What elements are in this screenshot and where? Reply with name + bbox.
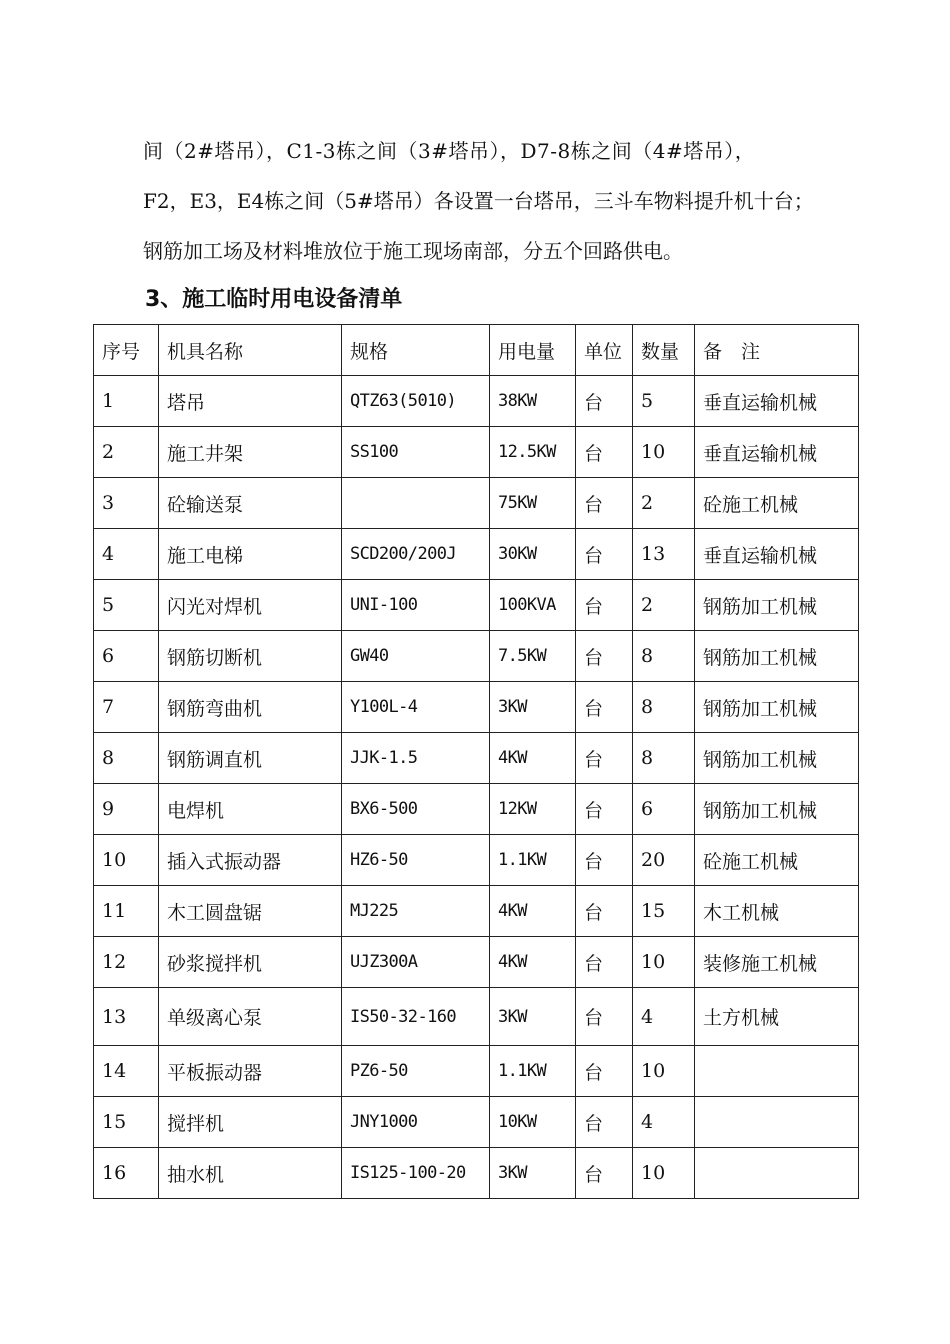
- cell-spec: BX6-500: [342, 784, 490, 835]
- cell-power: 1.1KW: [490, 1046, 576, 1097]
- cell-spec: MJ225: [342, 886, 490, 937]
- cell-unit: 台: [576, 580, 633, 631]
- cell-spec: GW40: [342, 631, 490, 682]
- cell-quantity: 8: [633, 631, 695, 682]
- cell-quantity: 2: [633, 478, 695, 529]
- cell-remark: 钢筋加工机械: [695, 784, 859, 835]
- cell-machine-name: 砂浆搅拌机: [159, 937, 342, 988]
- cell-quantity: 6: [633, 784, 695, 835]
- table-row: [94, 580, 859, 631]
- cell-quantity: 20: [633, 835, 695, 886]
- cell-index: 3: [94, 478, 159, 529]
- cell-unit: 台: [576, 835, 633, 886]
- header-machine-name: 机具名称: [159, 325, 342, 376]
- cell-spec: JJK-1.5: [342, 733, 490, 784]
- cell-power: 30KW: [490, 529, 576, 580]
- cell-remark: 钢筋加工机械: [695, 682, 859, 733]
- cell-power: 38KW: [490, 376, 576, 427]
- cell-quantity: 13: [633, 529, 695, 580]
- cell-machine-name: 施工电梯: [159, 529, 342, 580]
- cell-index: 12: [94, 937, 159, 988]
- cell-remark: 垂直运输机械: [695, 529, 859, 580]
- table-header-row: [94, 325, 859, 376]
- header-unit: 单位: [576, 325, 633, 376]
- cell-machine-name: 闪光对焊机: [159, 580, 342, 631]
- cell-quantity: 5: [633, 376, 695, 427]
- cell-spec: IS125-100-20: [342, 1148, 490, 1199]
- cell-spec: JNY1000: [342, 1097, 490, 1148]
- cell-unit: 台: [576, 1148, 633, 1199]
- cell-index: 9: [94, 784, 159, 835]
- table-row: [94, 631, 859, 682]
- header-index: 序号: [94, 325, 159, 376]
- cell-quantity: 4: [633, 988, 695, 1046]
- equipment-table: [93, 324, 859, 1199]
- cell-machine-name: 塔吊: [159, 376, 342, 427]
- cell-machine-name: 电焊机: [159, 784, 342, 835]
- cell-index: 1: [94, 376, 159, 427]
- cell-remark: 砼施工机械: [695, 835, 859, 886]
- cell-remark: 土方机械: [695, 988, 859, 1046]
- cell-remark: 钢筋加工机械: [695, 580, 859, 631]
- cell-quantity: 10: [633, 937, 695, 988]
- table-row: [94, 937, 859, 988]
- cell-quantity: 8: [633, 682, 695, 733]
- cell-quantity: 10: [633, 1148, 695, 1199]
- cell-power: 7.5KW: [490, 631, 576, 682]
- cell-unit: 台: [576, 937, 633, 988]
- table-row: [94, 733, 859, 784]
- cell-spec: SCD200/200J: [342, 529, 490, 580]
- cell-power: 10KW: [490, 1097, 576, 1148]
- cell-machine-name: 平板振动器: [159, 1046, 342, 1097]
- cell-remark: 装修施工机械: [695, 937, 859, 988]
- table-row: [94, 784, 859, 835]
- paragraph-line-3: 钢筋加工场及材料堆放位于施工现场南部，分五个回路供电。: [143, 239, 683, 263]
- table-row: [94, 886, 859, 937]
- cell-index: 11: [94, 886, 159, 937]
- cell-index: 16: [94, 1148, 159, 1199]
- cell-power: 12KW: [490, 784, 576, 835]
- cell-remark: [695, 1046, 859, 1097]
- cell-remark: 钢筋加工机械: [695, 733, 859, 784]
- cell-spec: Y100L-4: [342, 682, 490, 733]
- header-quantity: 数量: [633, 325, 695, 376]
- cell-spec: QTZ63(5010): [342, 376, 490, 427]
- cell-unit: 台: [576, 1097, 633, 1148]
- cell-machine-name: 抽水机: [159, 1148, 342, 1199]
- cell-machine-name: 施工井架: [159, 427, 342, 478]
- cell-quantity: 10: [633, 427, 695, 478]
- cell-quantity: 15: [633, 886, 695, 937]
- cell-power: 3KW: [490, 682, 576, 733]
- cell-spec: PZ6-50: [342, 1046, 490, 1097]
- cell-machine-name: 钢筋切断机: [159, 631, 342, 682]
- table-row: [94, 478, 859, 529]
- cell-index: 13: [94, 988, 159, 1046]
- cell-power: 4KW: [490, 886, 576, 937]
- cell-unit: 台: [576, 427, 633, 478]
- cell-machine-name: 木工圆盘锯: [159, 886, 342, 937]
- table-row: [94, 835, 859, 886]
- cell-index: 4: [94, 529, 159, 580]
- cell-power: 1.1KW: [490, 835, 576, 886]
- cell-quantity: 2: [633, 580, 695, 631]
- table-row: [94, 1148, 859, 1199]
- cell-machine-name: 单级离心泵: [159, 988, 342, 1046]
- cell-remark: 垂直运输机械: [695, 376, 859, 427]
- cell-machine-name: 砼输送泵: [159, 478, 342, 529]
- cell-remark: 木工机械: [695, 886, 859, 937]
- cell-unit: 台: [576, 478, 633, 529]
- cell-machine-name: 钢筋调直机: [159, 733, 342, 784]
- cell-remark: 砼施工机械: [695, 478, 859, 529]
- cell-remark: [695, 1148, 859, 1199]
- cell-unit: 台: [576, 1046, 633, 1097]
- cell-index: 15: [94, 1097, 159, 1148]
- table-row: [94, 682, 859, 733]
- paragraph-line-2: F2，E3，E4栋之间（5#塔吊）各设置一台塔吊，三斗车物料提升机十台；: [143, 189, 814, 213]
- cell-index: 7: [94, 682, 159, 733]
- cell-power: 12.5KW: [490, 427, 576, 478]
- cell-machine-name: 搅拌机: [159, 1097, 342, 1148]
- cell-quantity: 10: [633, 1046, 695, 1097]
- cell-remark: [695, 1097, 859, 1148]
- cell-quantity: 4: [633, 1097, 695, 1148]
- cell-power: 4KW: [490, 733, 576, 784]
- table-row: [94, 988, 859, 1046]
- cell-spec: IS50-32-160: [342, 988, 490, 1046]
- header-remark: 备 注: [695, 325, 859, 376]
- header-power: 用电量: [490, 325, 576, 376]
- cell-unit: 台: [576, 631, 633, 682]
- cell-power: 75KW: [490, 478, 576, 529]
- cell-unit: 台: [576, 886, 633, 937]
- cell-unit: 台: [576, 682, 633, 733]
- cell-power: 3KW: [490, 1148, 576, 1199]
- cell-machine-name: 钢筋弯曲机: [159, 682, 342, 733]
- cell-power: 4KW: [490, 937, 576, 988]
- cell-remark: 垂直运输机械: [695, 427, 859, 478]
- header-spec: 规格: [342, 325, 490, 376]
- cell-spec: SS100: [342, 427, 490, 478]
- cell-index: 2: [94, 427, 159, 478]
- cell-power: 100KVA: [490, 580, 576, 631]
- cell-spec: UNI-100: [342, 580, 490, 631]
- cell-power: 3KW: [490, 988, 576, 1046]
- cell-index: 6: [94, 631, 159, 682]
- table-row: [94, 1046, 859, 1097]
- table-row: [94, 376, 859, 427]
- cell-unit: 台: [576, 376, 633, 427]
- cell-index: 10: [94, 835, 159, 886]
- table-row: [94, 529, 859, 580]
- cell-unit: 台: [576, 733, 633, 784]
- cell-index: 8: [94, 733, 159, 784]
- cell-spec: [342, 478, 490, 529]
- cell-unit: 台: [576, 529, 633, 580]
- cell-index: 5: [94, 580, 159, 631]
- table-row: [94, 427, 859, 478]
- cell-spec: HZ6-50: [342, 835, 490, 886]
- cell-unit: 台: [576, 784, 633, 835]
- cell-spec: UJZ300A: [342, 937, 490, 988]
- table-row: [94, 1097, 859, 1148]
- cell-remark: 钢筋加工机械: [695, 631, 859, 682]
- cell-machine-name: 插入式振动器: [159, 835, 342, 886]
- section-title: 3、施工临时用电设备清单: [145, 287, 403, 312]
- cell-quantity: 8: [633, 733, 695, 784]
- cell-unit: 台: [576, 988, 633, 1046]
- cell-index: 14: [94, 1046, 159, 1097]
- paragraph-line-1: 间（2#塔吊），C1-3栋之间（3#塔吊），D7-8栋之间（4#塔吊），: [143, 139, 756, 163]
